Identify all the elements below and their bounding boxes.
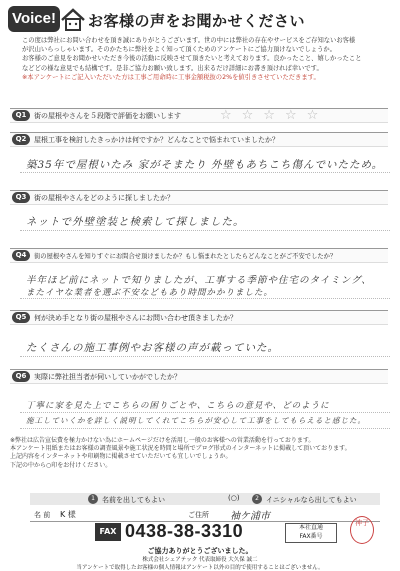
intro-line: この度は弊社にお問い合わせを頂き誠にありがとうございます。世の中には弊社の存在やサービスをご存知ないお客様 bbox=[22, 37, 356, 44]
answer-text: 施工していくかを詳しく説明してくれてこちらが安心して工事をしてもらえると感じた。 bbox=[26, 416, 366, 425]
question-text: 屋根工事を検討したきっかけは何ですか？どんなことで悩まれていましたか？ bbox=[34, 136, 279, 144]
answer-text: またイヤな業者を選ぶ不安などもあり時間かかりました。 bbox=[26, 288, 274, 298]
answer-line bbox=[20, 412, 390, 413]
answer-line bbox=[20, 298, 390, 299]
question-q1 bbox=[10, 108, 388, 126]
question-q2 bbox=[10, 132, 388, 187]
address-field[interactable]: 袖ケ浦市 bbox=[230, 511, 270, 522]
answer-line bbox=[20, 428, 390, 429]
seal-stamp bbox=[350, 516, 374, 544]
question-header bbox=[10, 132, 388, 147]
fax-block bbox=[95, 521, 275, 543]
question-header bbox=[10, 190, 388, 205]
question-header bbox=[10, 369, 388, 384]
answer-text: 築35年で屋根いたみ 家がそまたり 外壁もあちこち傷んでいたため。 bbox=[26, 159, 384, 171]
question-q5 bbox=[10, 310, 388, 365]
question-q4 bbox=[10, 248, 388, 308]
thanks-text: ご協力ありがとうございました。 bbox=[147, 547, 253, 555]
note-line: ※弊社は広告宣伝費を極力かけない為にホームページだけを活用し一般のお客様への営業活動を行っております。 bbox=[10, 437, 315, 444]
company-block bbox=[0, 555, 400, 571]
intro-line: が沢山いらっしゃいます。そのかたちに弊社をよく知って頂くためのアンケートにご協力頂けないでしょうか。 bbox=[22, 46, 336, 54]
rating-stars[interactable]: ☆☆☆☆☆ bbox=[220, 108, 329, 123]
question-header bbox=[10, 108, 388, 123]
option-badge: 1 bbox=[88, 494, 98, 504]
intro-line: などどの様な意見でも結構です。是非ご協力お願い致します。出来るだけ詳細にお書き頂ければ幸いです。 bbox=[22, 64, 323, 72]
question-text: 街の屋根やさんを５段階で評価をお願いします bbox=[34, 112, 181, 120]
note-line: 下記の中から○印をお付けください。 bbox=[10, 461, 112, 469]
fax-label: FAX bbox=[95, 523, 121, 541]
question-text: 街の屋根やさんをどのように探しましたか？ bbox=[34, 194, 174, 202]
customer-fields bbox=[30, 507, 380, 522]
question-badge: Q2 bbox=[12, 134, 30, 145]
name-permission-bar bbox=[30, 493, 380, 505]
answer-line bbox=[20, 172, 390, 173]
option-name-ok[interactable]: 名前を出してもよい bbox=[102, 496, 165, 504]
option-initials-ok[interactable]: イニシャルなら出してもよい bbox=[266, 496, 357, 504]
company-name: 株式会社シェアテック 代表取締役 大久保 誠二 bbox=[142, 557, 258, 563]
intro-line: お客様のご意見をお聞かせいただき今後の活動に反映させて頂きたいと考えております。良かったこと、嬉しかったこと bbox=[22, 55, 362, 63]
answer-text: 丁寧に家を見た上でこちらの困りごとや、こちらの意見や、どのように bbox=[26, 401, 330, 411]
note-line: 本アンケート用紙またはお客様の調査風景や施工状況を時間と場所でブログ形式のインターネットに掲載して頂いております。 bbox=[10, 445, 351, 453]
question-text: 街の屋根やさんを知りすぐにお問合せ頂けましたか？もし悩まれたとしたらどんなことがご不安でしたか？ bbox=[34, 253, 337, 260]
fax-side-line: FAX番号 bbox=[299, 532, 323, 540]
question-badge: Q5 bbox=[12, 312, 30, 323]
answer-line bbox=[20, 230, 390, 231]
question-badge: Q6 bbox=[12, 371, 30, 382]
page-title: お客様の声をお聞かせください bbox=[88, 12, 306, 30]
note-line: 上記内容をインターネットや印刷物に掲載させていただいても宜しいでしょうか。 bbox=[10, 453, 232, 461]
name-label: 名 前 bbox=[34, 511, 51, 519]
question-q3 bbox=[10, 190, 388, 245]
discount-warning: ※本アンケートにご記入いただいた方は工事ご用命時に工事金額税抜の2%を値引きさせていただきます。 bbox=[22, 73, 320, 81]
answer-line bbox=[20, 356, 390, 357]
question-badge: Q4 bbox=[12, 250, 30, 261]
fax-side-line: 本社直通 bbox=[298, 524, 323, 531]
question-badge: Q3 bbox=[12, 192, 30, 203]
option-badge: 2 bbox=[252, 494, 262, 504]
answer-text: 半年ほど前にネットで知りましたが、工事する季節や住宅のタイミング、 bbox=[26, 275, 372, 286]
fax-direct-label bbox=[285, 523, 337, 543]
fax-number: 0438-38-3310 bbox=[125, 521, 244, 541]
intro-text bbox=[22, 36, 382, 82]
answer-text: ネットで外壁塗装と検索して探しました。 bbox=[26, 216, 245, 228]
question-header bbox=[10, 248, 388, 263]
stamp-text: 神子 bbox=[355, 519, 369, 527]
question-text: 実際に弊社担当者が伺いしていかがでしたか？ bbox=[34, 373, 181, 381]
answer-text: たくさんの施工事例やお客様の声が載っていた。 bbox=[26, 342, 279, 354]
house-icon bbox=[60, 8, 86, 32]
selected-mark: (○) bbox=[228, 494, 240, 502]
name-field[interactable]: K 様 bbox=[60, 510, 76, 519]
question-q6 bbox=[10, 369, 388, 435]
question-text: 何が決め手となり街の屋根やさんにお問い合わせ頂きましたか？ bbox=[34, 314, 237, 322]
voice-logo: Voice! bbox=[8, 6, 60, 32]
question-header bbox=[10, 310, 388, 325]
question-badge: Q1 bbox=[12, 110, 30, 121]
privacy-note: 当アンケートで取得したお客様の個人情報はアンケート以外の目的で使用することはございません。 bbox=[76, 565, 324, 571]
address-label: ご住所 bbox=[188, 511, 209, 519]
publication-note bbox=[10, 437, 390, 470]
